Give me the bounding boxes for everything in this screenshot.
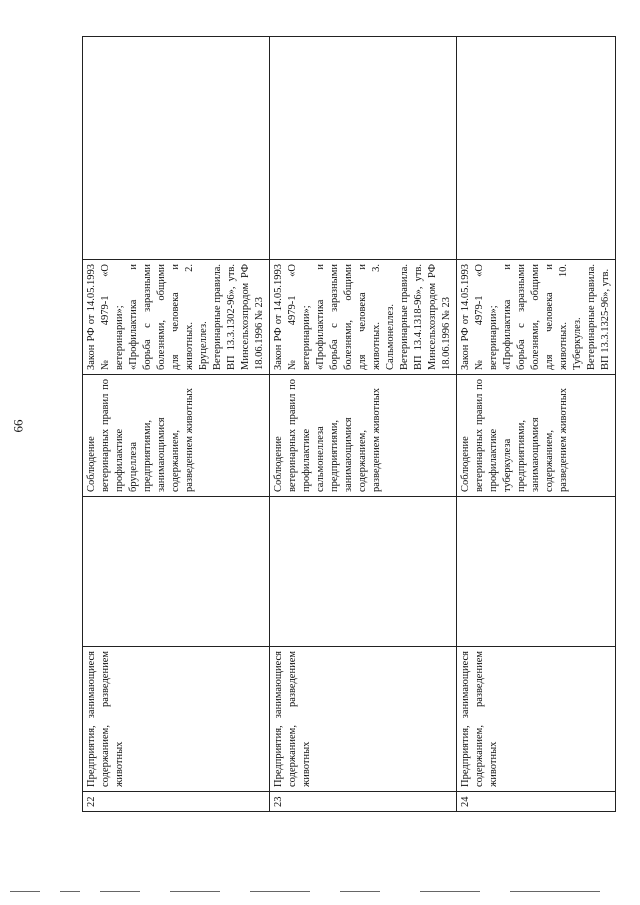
scan-mark — [420, 891, 480, 892]
law-cell: Закон РФ от 14.05.1993 № 4979-1 «О ветеринарии»; «Профилактика и борьба с заразными болезнями, общими для человека и животных. 3. Сальмонеллез. Ветеринарные правила. ВП 13.4.1318-96», утв. Минсельхозпродом РФ 18.06.1996 № 23 — [270, 260, 457, 375]
law-cell: Закон РФ от 14.05.1993 № 4979-1 «О ветеринарии»; «Профилактика и борьба с заразными болезнями, общими для человека и животных. 2. Бруцеллез. Ветеринарные правила. ВП 13.3.1302-96», утв. Минсельхозпродом РФ 18.06.1996 № 23 — [83, 260, 270, 375]
scan-edge-marks — [0, 889, 640, 895]
empty-cell — [83, 497, 270, 647]
empty-cell — [83, 37, 270, 260]
requirement-cell: Соблюдение ветеринарных правил по профилактике сальмонеллеза предприятиями, занимающимися содержанием, разведением животных — [270, 375, 457, 497]
requirement-cell: Соблюдение ветеринарных правил по профилактике бруцеллеза предприятиями, занимающимися содержанием, разведением животных — [83, 375, 270, 497]
scan-mark — [10, 891, 40, 892]
table-row — [457, 37, 616, 812]
table-row — [83, 37, 270, 812]
scan-mark — [100, 891, 140, 892]
entity-cell: Предприятия, занимающиеся содержанием, разведением животных — [270, 647, 457, 792]
scan-mark — [340, 891, 380, 892]
scan-mark — [60, 891, 80, 892]
requirement-cell: Соблюдение ветеринарных правил по профилактике туберкулеза предприятиями, занимающимися содержанием, разведением животных — [457, 375, 616, 497]
rotated-table-wrapper — [82, 37, 611, 812]
row-number: 24 — [457, 792, 616, 812]
empty-cell — [457, 497, 616, 647]
row-number: 23 — [270, 792, 457, 812]
table-row — [270, 37, 457, 812]
empty-cell — [270, 497, 457, 647]
entity-cell: Предприятия, занимающиеся содержанием, разведением животных — [457, 647, 616, 792]
regulation-table — [82, 36, 616, 812]
law-cell: Закон РФ от 14.05.1993 № 4979-1 «О ветеринарии»; «Профилактика и борьба с заразными болезнями, общими для человека и животных. 10. Туберкулез. Ветеринарные правила. ВП 13.3.1325-96», утв. — [457, 260, 616, 375]
rotated-table — [82, 37, 611, 812]
empty-cell — [457, 37, 616, 260]
scan-mark — [170, 891, 220, 892]
entity-cell: Предприятия, занимающиеся содержанием, разведением животных — [83, 647, 270, 792]
page-number: 66 — [10, 419, 26, 433]
scan-mark — [510, 891, 600, 892]
empty-cell — [270, 37, 457, 260]
row-number: 22 — [83, 792, 270, 812]
scan-mark — [250, 891, 310, 892]
